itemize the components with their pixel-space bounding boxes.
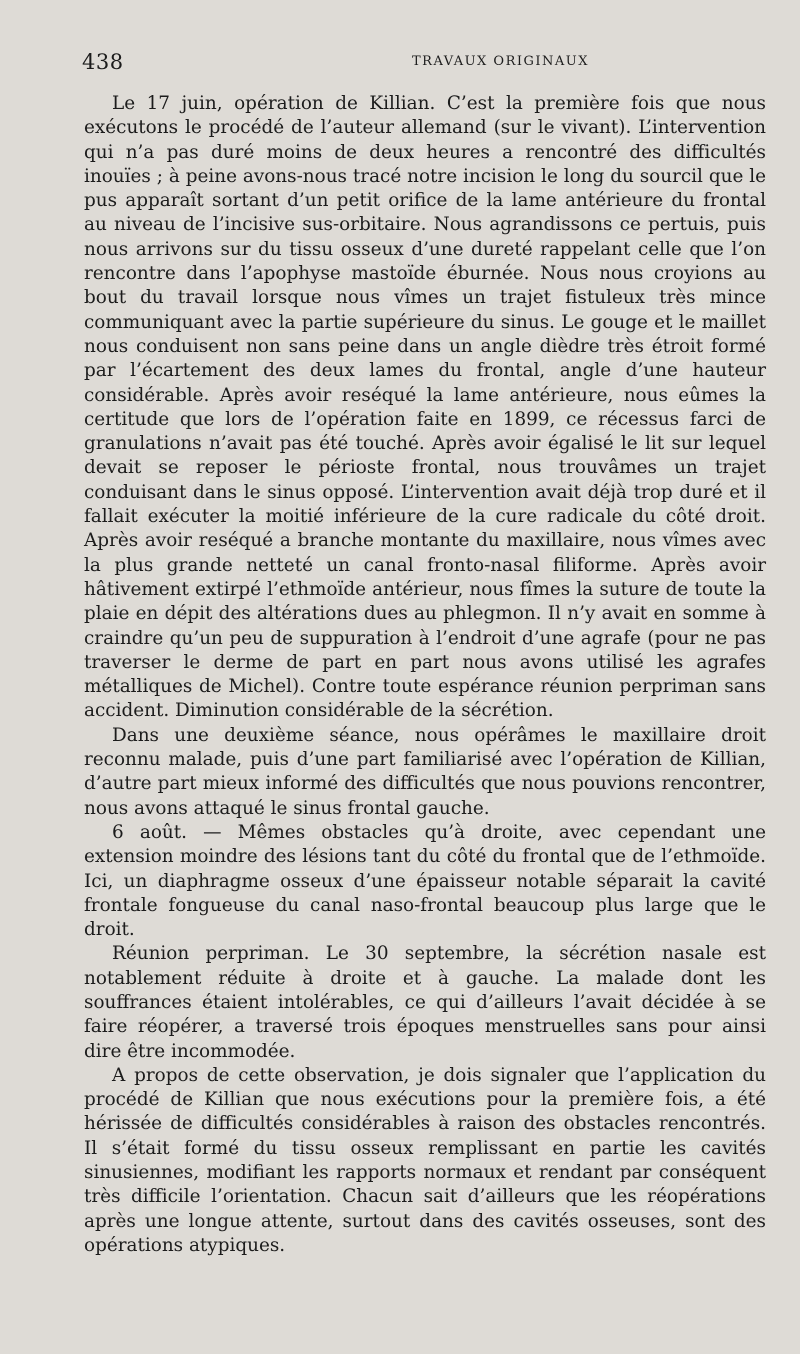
page-number: 438 — [82, 50, 124, 74]
page-header — [82, 50, 762, 76]
running-head: TRAVAUX ORIGINAUX — [412, 54, 590, 69]
paragraph: Le 17 juin, opération de Killian. C’est la première fois que nous exécutons le procédé de l’auteur allemand (sur le vivant). L’intervention qui n’a pas duré moins de deux heures a rencontré des difficultés inouïes ; à peine avons-nous tracé notre incision le long du sourcil que le pus apparaît sortant d’un petit orifice de la lame antérieure du frontal au niveau de l’incisive sus-orbitaire. Nous agrandissons ce pertuis, puis nous arrivons sur du tissu osseux d’une dureté rappelant celle que l’on rencontre dans l’apophyse mastoïde éburnée. Nous nous croyions au bout du travail lorsque nous vîmes un trajet fistuleux très mince communiquant avec la partie supérieure du sinus. Le gouge et le maillet nous conduisent non sans peine dans un angle dièdre très étroit formé par l’écartement des deux lames du frontal, angle d’une hauteur considérable. Après avoir reséqué la lame antérieure, nous eûmes la certitude que lors de l’opération faite en 1899, ce récessus farci de granulations n’avait pas été touché. Après avoir égalisé le lit sur lequel devait se reposer le périoste frontal, nous trouvâmes un trajet conduisant dans le sinus opposé. L’intervention avait déjà trop duré et il fallait exécuter la moitié inférieure de la cure radicale du côté droit. Après avoir reséqué a branche montante du maxillaire, nous vîmes avec la plus grande netteté un canal fronto-nasal filiforme. Après avoir hâtivement extirpé l’ethmoïde antérieur, nous fîmes la suture de toute la plaie en dépit des altérations dues au phlegmon. Il n’y avait en somme à craindre qu’un peu de suppuration à l’endroit d’une agrafe (pour ne pas traverser le derme de part en part nous avons utilisé les agrafes métalliques de Michel). Contre toute espérance réunion perpriman sans accident. Diminution considérable de la sécrétion. — [84, 93, 766, 722]
paragraph: Dans une deuxième séance, nous opérâmes le maxillaire droit reconnu malade, puis d’une part familiarisé avec l’opération de Killian, d’autre part mieux informé des difficultés que nous pouvions rencontrer, nous avons attaqué le sinus frontal gauche. — [84, 724, 766, 819]
page-body — [84, 92, 766, 1258]
paragraph: A propos de cette observation, je dois signaler que l’application du procédé de Killian que nous exécutions pour la première fois, a été hérissée de difficultés considérables à raison des obstacles rencontrés. Il s’était formé du tissu osseux remplissant en partie les cavités sinusiennes, modifiant les rapports normaux et rendant par conséquent très difficile l’orientation. Chacun sait d’ailleurs que les réopérations après une longue attente, surtout dans des cavités osseuses, sont des opérations atypiques. — [84, 1064, 766, 1256]
paragraph: Réunion perpriman. Le 30 septembre, la sécrétion nasale est notablement réduite à droite et à gauche. La malade dont les souffrances étaient intolérables, ce qui d’ailleurs l’avait décidée à se faire réopérer, a traversé trois époques menstruelles sans pour ainsi dire être incommodée. — [84, 943, 766, 1062]
paragraph: 6 août. — Mêmes obstacles qu’à droite, avec cependant une extension moindre des lésions tant du côté du frontal que de l’ethmoïde. Ici, un diaphragme osseux d’une épaisseur notable séparait la cavité frontale fongueuse du canal naso-frontal beaucoup plus large que le droit. — [84, 821, 766, 941]
